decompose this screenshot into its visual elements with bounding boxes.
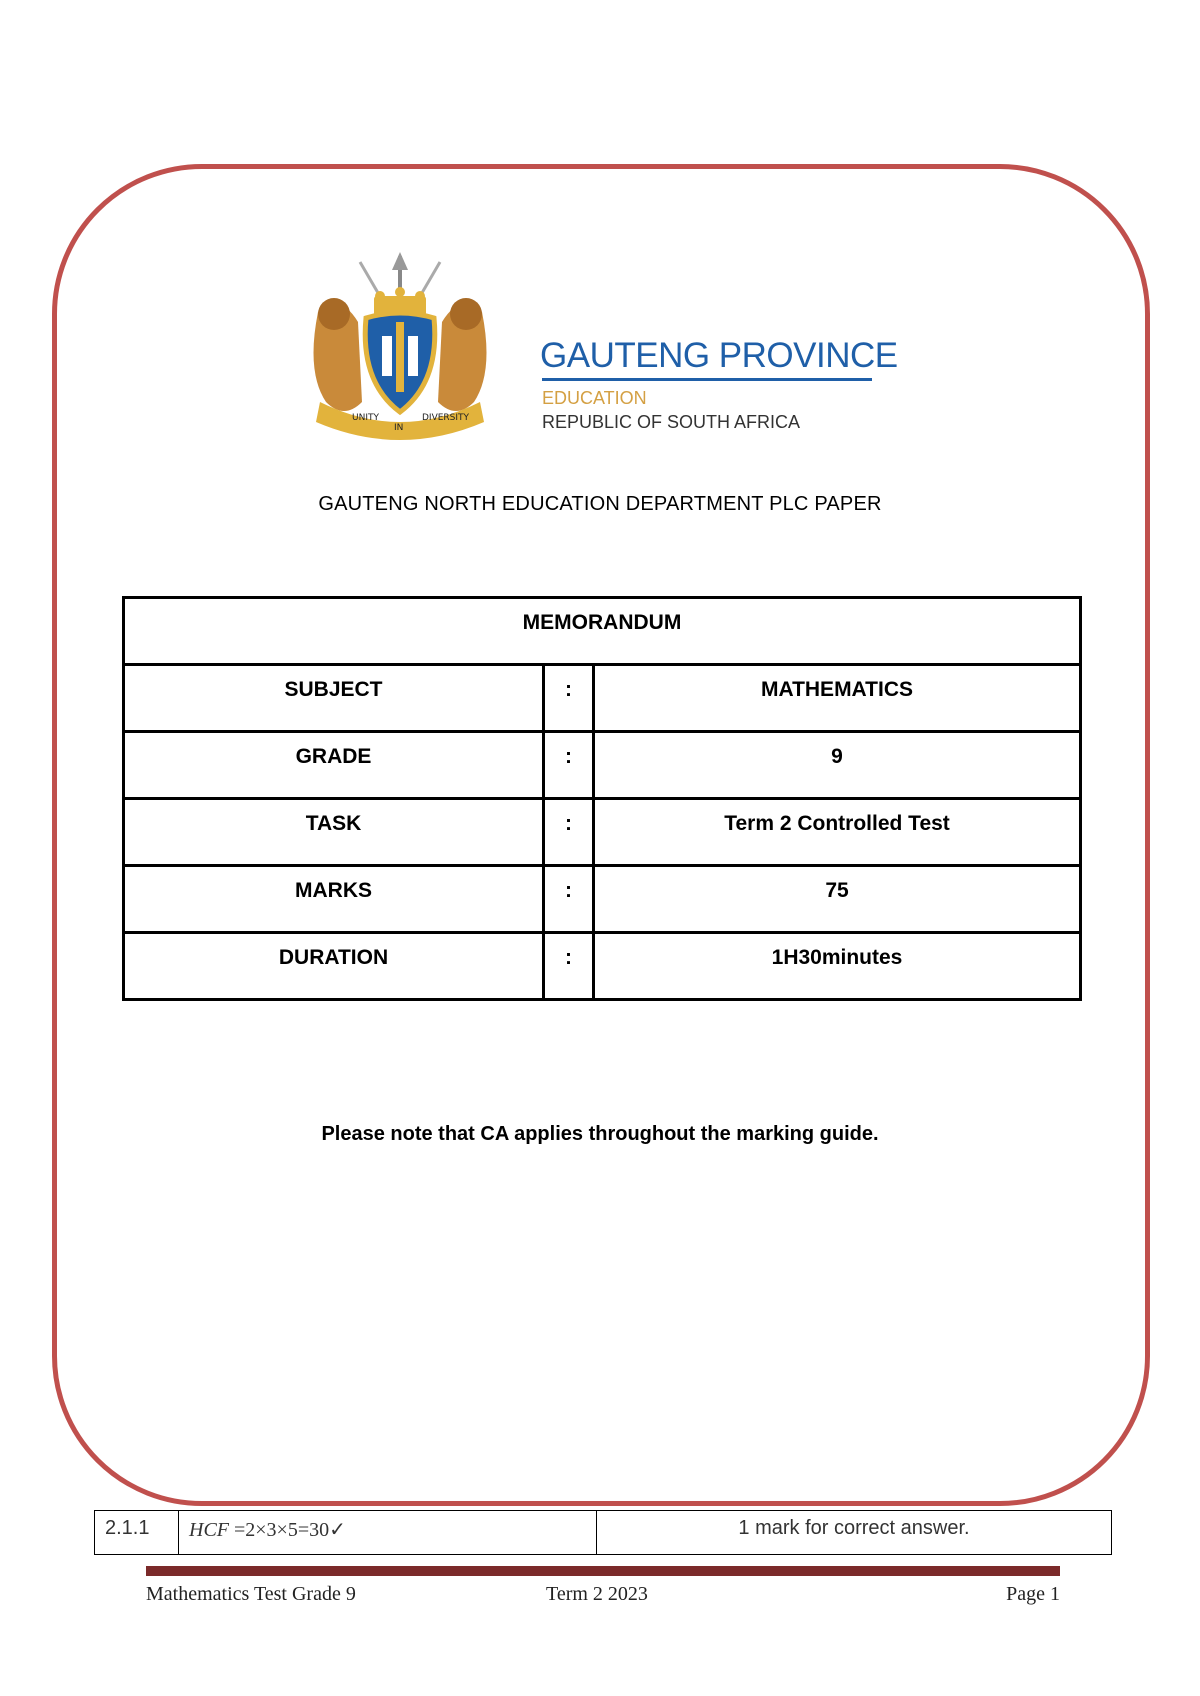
table-row — [124, 665, 1081, 732]
motto-word: DIVERSITY — [422, 413, 470, 423]
logo-underline — [542, 378, 872, 381]
row-label: DURATION — [124, 933, 544, 1000]
marking-criteria: 1 mark for correct answer. — [597, 1511, 1112, 1555]
footer-bar — [146, 1566, 1060, 1576]
row-separator: : — [544, 866, 594, 933]
logo-department: EDUCATION — [542, 388, 647, 408]
answer-cell — [179, 1511, 597, 1555]
row-separator: : — [544, 933, 594, 1000]
table-row — [124, 933, 1081, 1000]
memo-heading: MEMORANDUM — [124, 598, 1081, 665]
motto-word: UNITY — [352, 413, 379, 423]
footer-middle: Term 2 2023 — [546, 1583, 648, 1605]
row-label: TASK — [124, 799, 544, 866]
table-row — [95, 1511, 1112, 1555]
answer-variable: HCF — [189, 1519, 229, 1541]
table-row — [124, 598, 1081, 665]
department-title: GAUTENG NORTH EDUCATION DEPARTMENT PLC PAPER — [318, 493, 882, 515]
row-separator: : — [544, 732, 594, 799]
row-value: 9 — [594, 732, 1081, 799]
logo-country: REPUBLIC OF SOUTH AFRICA — [542, 412, 801, 432]
logo-title: GAUTENG PROVINCE — [540, 336, 898, 375]
coat-of-arms-icon — [300, 252, 530, 448]
row-label: SUBJECT — [124, 665, 544, 732]
row-value: Term 2 Controlled Test — [594, 799, 1081, 866]
row-label: MARKS — [124, 866, 544, 933]
motto-word: IN — [394, 423, 404, 433]
table-row — [124, 799, 1081, 866]
row-value: 75 — [594, 866, 1081, 933]
memo-info-table — [122, 596, 1082, 1001]
question-number: 2.1.1 — [95, 1511, 179, 1555]
gauteng-logo — [300, 252, 900, 448]
row-label: GRADE — [124, 732, 544, 799]
answer-expression: =2×3×5=30✓ — [234, 1519, 346, 1541]
row-value: MATHEMATICS — [594, 665, 1081, 732]
table-row — [124, 732, 1081, 799]
row-value: 1H30minutes — [594, 933, 1081, 1000]
marking-note: Please note that CA applies throughout the marking guide. — [321, 1123, 879, 1145]
row-separator: : — [544, 665, 594, 732]
footer-page-number: Page 1 — [1006, 1583, 1060, 1605]
row-separator: : — [544, 799, 594, 866]
answer-table — [94, 1510, 1112, 1555]
table-row — [124, 866, 1081, 933]
page-footer — [146, 1583, 1060, 1613]
footer-left: Mathematics Test Grade 9 — [146, 1583, 356, 1605]
